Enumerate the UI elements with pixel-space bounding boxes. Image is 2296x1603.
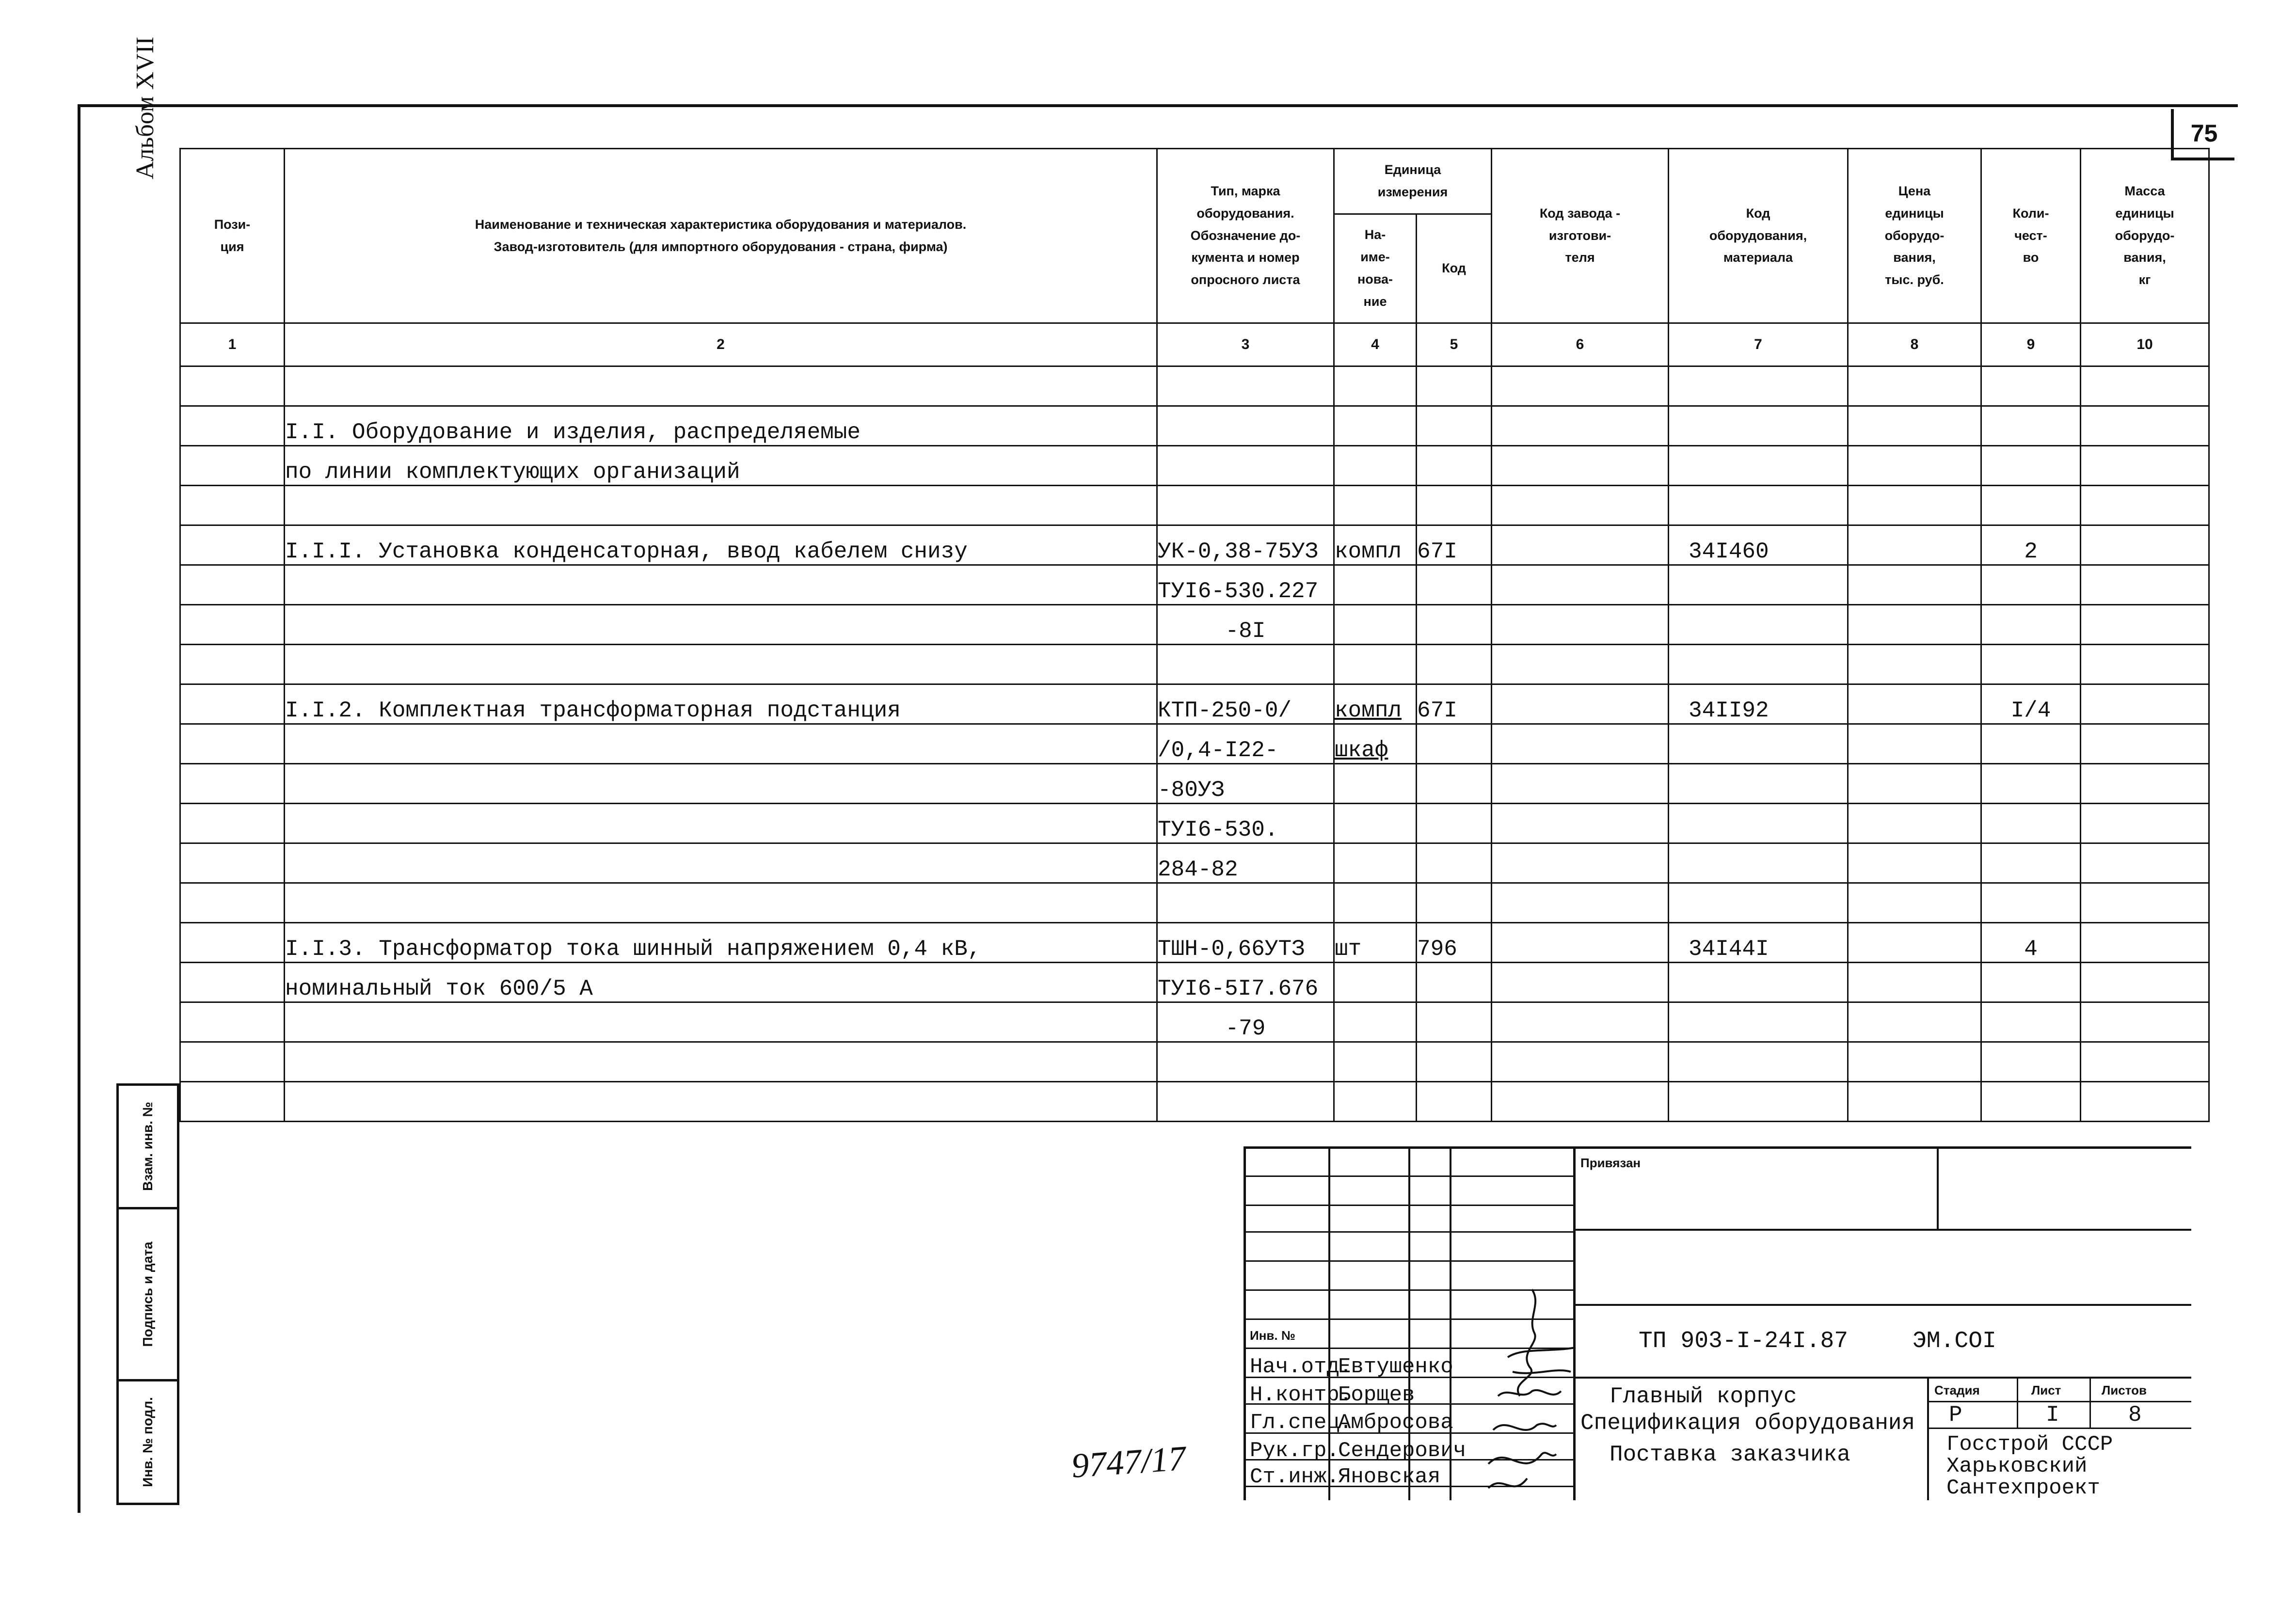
quantity-cell: [1981, 804, 2081, 843]
quantity-cell: [1981, 1002, 2081, 1042]
type-cell: КТП-250-0/: [1157, 684, 1334, 724]
mass-cell: [2081, 525, 2209, 565]
table-row: [180, 883, 2209, 923]
name-cell: [285, 366, 1157, 406]
quantity-cell: [1981, 1082, 2081, 1122]
equipment-code-cell: [1669, 406, 1848, 446]
col-header-equipment-code: Код оборудования, материала: [1669, 149, 1848, 323]
price-cell: [1848, 1042, 1981, 1082]
mass-cell: [2081, 843, 2209, 883]
org-line: Госстрой СССР: [1946, 1432, 2113, 1457]
col-number: 8: [1848, 323, 1981, 366]
quantity-cell: I/4: [1981, 684, 2081, 724]
table-row: [180, 565, 2209, 605]
maker-code-cell: [1492, 486, 1669, 525]
inv-no-label: Инв. №: [1250, 1328, 1295, 1343]
quantity-cell: [1981, 843, 2081, 883]
unit-name-cell: компл: [1334, 684, 1417, 724]
name-cell: [285, 724, 1157, 764]
type-cell: 284-82: [1157, 843, 1334, 883]
maker-code-cell: [1492, 804, 1669, 843]
equipment-code-cell: [1669, 366, 1848, 406]
table-row: [180, 406, 2209, 446]
unit-name-cell: [1334, 446, 1417, 486]
equipment-code-cell: 34II92: [1669, 684, 1848, 724]
unit-name-cell: [1334, 1002, 1417, 1042]
unit-code-cell: [1417, 804, 1492, 843]
mass-cell: [2081, 1002, 2209, 1042]
name-cell: I.I.2. Комплектная трансформаторная подстанция: [285, 684, 1157, 724]
unit-name-cell: [1334, 605, 1417, 645]
table-row: [180, 1002, 2209, 1042]
table-row: [180, 764, 2209, 804]
mass-cell: [2081, 406, 2209, 446]
title-line: Главный корпус: [1610, 1384, 1797, 1409]
equipment-code-cell: [1669, 804, 1848, 843]
title-line: Поставка заказчика: [1610, 1442, 1850, 1467]
name-cell: I.I.3. Трансформатор тока шинный напряжением 0,4 кВ,: [285, 923, 1157, 963]
quantity-cell: [1981, 724, 2081, 764]
album-label: Альбом XVII: [131, 36, 159, 179]
signer-name: Амбросова: [1338, 1411, 1453, 1435]
equipment-code-cell: 34I44I: [1669, 923, 1848, 963]
unit-name-cell: шт: [1334, 923, 1417, 963]
price-cell: [1848, 883, 1981, 923]
price-cell: [1848, 1082, 1981, 1122]
mass-cell: [2081, 645, 2209, 684]
unit-code-cell: [1417, 1082, 1492, 1122]
quantity-cell: [1981, 963, 2081, 1002]
equipment-code-cell: [1669, 963, 1848, 1002]
quantity-cell: [1981, 1042, 2081, 1082]
name-cell: [285, 1042, 1157, 1082]
price-cell: [1848, 764, 1981, 804]
sheets-label: Листов: [2102, 1383, 2147, 1397]
quantity-cell: [1981, 366, 2081, 406]
unit-code-cell: [1417, 565, 1492, 605]
mass-cell: [2081, 684, 2209, 724]
name-cell: [285, 605, 1157, 645]
maker-code-cell: [1492, 565, 1669, 605]
mass-cell: [2081, 923, 2209, 963]
maker-code-cell: [1492, 764, 1669, 804]
type-cell: [1157, 883, 1334, 923]
name-cell: [285, 764, 1157, 804]
table-row: [180, 525, 2209, 565]
name-cell: [285, 843, 1157, 883]
maker-code-cell: [1492, 1002, 1669, 1042]
maker-code-cell: [1492, 684, 1669, 724]
unit-code-cell: [1417, 764, 1492, 804]
equipment-code-cell: [1669, 446, 1848, 486]
unit-name-cell: [1334, 963, 1417, 1002]
maker-code-cell: [1492, 1042, 1669, 1082]
unit-code-cell: 796: [1417, 923, 1492, 963]
price-cell: [1848, 963, 1981, 1002]
price-cell: [1848, 804, 1981, 843]
type-cell: УК-0,38-75УЗ: [1157, 525, 1334, 565]
stage-label: Стадия: [1934, 1383, 1980, 1397]
page-number: 75: [2171, 109, 2234, 160]
price-cell: [1848, 366, 1981, 406]
name-cell: I.I. Оборудование и изделия, распределяемые: [285, 406, 1157, 446]
maker-code-cell: [1492, 843, 1669, 883]
mass-cell: [2081, 366, 2209, 406]
mass-cell: [2081, 1042, 2209, 1082]
stage-value: Р: [1949, 1402, 1962, 1428]
type-cell: [1157, 486, 1334, 525]
col-header-unit-code: Код: [1417, 214, 1492, 323]
unit-name-cell: шкаф: [1334, 724, 1417, 764]
type-cell: [1157, 1042, 1334, 1082]
signer-name: Яновская: [1338, 1465, 1441, 1489]
col-header-price: Цена единицы оборудо- вания, тыс. руб.: [1848, 149, 1981, 323]
signer-role: Рук.гр.: [1250, 1439, 1339, 1463]
type-cell: ТУI6-530.227: [1157, 565, 1334, 605]
position-cell: [180, 684, 285, 724]
equipment-code-cell: [1669, 843, 1848, 883]
quantity-cell: [1981, 645, 2081, 684]
quantity-cell: [1981, 565, 2081, 605]
side-field-replacement-inv: [116, 1083, 179, 1209]
maker-code-cell: [1492, 605, 1669, 645]
price-cell: [1848, 1002, 1981, 1042]
table-row: [180, 843, 2209, 883]
unit-name-cell: [1334, 1042, 1417, 1082]
price-cell: [1848, 724, 1981, 764]
col-header-unit-name: На- име- нова- ние: [1334, 214, 1417, 323]
unit-name-cell: [1334, 804, 1417, 843]
signer-role: Нач.отд.: [1250, 1355, 1353, 1379]
sheet-value: I: [2046, 1402, 2059, 1428]
position-cell: [180, 645, 285, 684]
position-cell: [180, 446, 285, 486]
col-number: 10: [2081, 323, 2209, 366]
mass-cell: [2081, 963, 2209, 1002]
maker-code-cell: [1492, 446, 1669, 486]
type-cell: [1157, 645, 1334, 684]
equipment-code-cell: [1669, 1002, 1848, 1042]
table-row: [180, 486, 2209, 525]
type-cell: [1157, 446, 1334, 486]
price-cell: [1848, 406, 1981, 446]
name-cell: [285, 1002, 1157, 1042]
position-cell: [180, 883, 285, 923]
equipment-code-cell: [1669, 1082, 1848, 1122]
name-cell: [285, 486, 1157, 525]
type-cell: ТУI6-5I7.676: [1157, 963, 1334, 1002]
name-cell: [285, 645, 1157, 684]
quantity-cell: [1981, 605, 2081, 645]
table-row: [180, 724, 2209, 764]
table-row: [180, 963, 2209, 1002]
handwritten-number: 9747/17: [1070, 1438, 1187, 1486]
col-header-mass: Масса единицы оборудо- вания, кг: [2081, 149, 2209, 323]
quantity-cell: [1981, 764, 2081, 804]
sheet-label: Лист: [2031, 1383, 2061, 1397]
doc-code: ТП 903-I-24I.87: [1639, 1328, 1849, 1354]
col-header-position: Пози- ция: [180, 149, 285, 323]
unit-name-cell: [1334, 565, 1417, 605]
maker-code-cell: [1492, 366, 1669, 406]
unit-name-cell: компл: [1334, 525, 1417, 565]
equipment-code-cell: [1669, 605, 1848, 645]
quantity-cell: 4: [1981, 923, 2081, 963]
maker-code-cell: [1492, 963, 1669, 1002]
name-cell: номинальный ток 600/5 А: [285, 963, 1157, 1002]
unit-code-cell: [1417, 446, 1492, 486]
position-cell: [180, 525, 285, 565]
unit-code-cell: [1417, 1002, 1492, 1042]
unit-code-cell: [1417, 605, 1492, 645]
unit-code-cell: 67I: [1417, 525, 1492, 565]
position-cell: [180, 963, 285, 1002]
mass-cell: [2081, 804, 2209, 843]
price-cell: [1848, 525, 1981, 565]
table-row: [180, 605, 2209, 645]
maker-code-cell: [1492, 525, 1669, 565]
equipment-code-cell: [1669, 486, 1848, 525]
col-number: 6: [1492, 323, 1669, 366]
unit-name-cell: [1334, 645, 1417, 684]
price-cell: [1848, 446, 1981, 486]
name-cell: I.I.I. Установка конденсаторная, ввод кабелем снизу: [285, 525, 1157, 565]
quantity-cell: [1981, 883, 2081, 923]
price-cell: [1848, 486, 1981, 525]
table-row: [180, 804, 2209, 843]
type-cell: -79: [1157, 1002, 1334, 1042]
col-number: 5: [1417, 323, 1492, 366]
col-header-type: Тип, марка оборудования. Обозначение до- кумента и номер опросного листа: [1157, 149, 1334, 323]
equipment-code-cell: [1669, 1042, 1848, 1082]
unit-name-cell: [1334, 764, 1417, 804]
equipment-code-cell: [1669, 565, 1848, 605]
mass-cell: [2081, 883, 2209, 923]
type-cell: [1157, 366, 1334, 406]
unit-code-cell: [1417, 843, 1492, 883]
unit-name-cell: [1334, 486, 1417, 525]
equipment-code-cell: [1669, 645, 1848, 684]
table-row: [180, 1082, 2209, 1122]
table-row: [180, 1042, 2209, 1082]
position-cell: [180, 1082, 285, 1122]
mass-cell: [2081, 565, 2209, 605]
price-cell: [1848, 843, 1981, 883]
side-field-original-inv: [116, 1379, 179, 1505]
unit-code-cell: [1417, 1042, 1492, 1082]
sheets-value: 8: [2128, 1402, 2142, 1428]
unit-code-cell: 67I: [1417, 684, 1492, 724]
col-header-unit-group: Единица измерения: [1334, 149, 1492, 214]
unit-name-cell: [1334, 883, 1417, 923]
name-cell: по линии комплектующих организаций: [285, 446, 1157, 486]
position-cell: [180, 366, 285, 406]
signer-name: Евтушенко: [1338, 1355, 1453, 1379]
title-block: [1244, 1146, 2191, 1500]
col-number: 7: [1669, 323, 1848, 366]
position-cell: [180, 804, 285, 843]
type-cell: [1157, 406, 1334, 446]
type-cell: [1157, 1082, 1334, 1122]
col-number: 4: [1334, 323, 1417, 366]
type-cell: -80УЗ: [1157, 764, 1334, 804]
maker-code-cell: [1492, 406, 1669, 446]
equipment-code-cell: [1669, 764, 1848, 804]
maker-code-cell: [1492, 645, 1669, 684]
unit-name-cell: [1334, 843, 1417, 883]
maker-code-cell: [1492, 923, 1669, 963]
table-row: [180, 645, 2209, 684]
unit-code-cell: [1417, 963, 1492, 1002]
quantity-cell: [1981, 486, 2081, 525]
position-cell: [180, 406, 285, 446]
type-cell: ТШН-0,66УТЗ: [1157, 923, 1334, 963]
unit-name-cell: [1334, 406, 1417, 446]
position-cell: [180, 486, 285, 525]
unit-code-cell: [1417, 883, 1492, 923]
unit-name-cell: [1334, 1082, 1417, 1122]
price-cell: [1848, 684, 1981, 724]
signature-scribbles: [1440, 1285, 1595, 1508]
maker-code-cell: [1492, 724, 1669, 764]
maker-code-cell: [1492, 1082, 1669, 1122]
position-cell: [180, 605, 285, 645]
price-cell: [1848, 605, 1981, 645]
signer-role: Ст.инж.: [1250, 1465, 1339, 1489]
price-cell: [1848, 565, 1981, 605]
equipment-code-cell: 34I460: [1669, 525, 1848, 565]
side-field-signature-date: [116, 1207, 179, 1381]
position-cell: [180, 565, 285, 605]
equipment-code-cell: [1669, 724, 1848, 764]
quantity-cell: 2: [1981, 525, 2081, 565]
signer-role: Н.контр.: [1250, 1383, 1353, 1407]
position-cell: [180, 843, 285, 883]
name-cell: [285, 1082, 1157, 1122]
mass-cell: [2081, 446, 2209, 486]
specification-table: [179, 148, 2210, 1122]
mass-cell: [2081, 486, 2209, 525]
privyazan-label: Привязан: [1580, 1156, 1641, 1170]
position-cell: [180, 923, 285, 963]
table-row: [180, 684, 2209, 724]
col-header-name: Наименование и техническая характеристика оборудования и материалов. Завод-изготовитель (для импортного оборудования - страна, фирма): [285, 149, 1157, 323]
quantity-cell: [1981, 446, 2081, 486]
table-row: [180, 923, 2209, 963]
position-cell: [180, 724, 285, 764]
type-cell: ТУI6-530.: [1157, 804, 1334, 843]
unit-code-cell: [1417, 486, 1492, 525]
name-cell: [285, 883, 1157, 923]
col-number: 1: [180, 323, 285, 366]
mass-cell: [2081, 764, 2209, 804]
position-cell: [180, 1042, 285, 1082]
type-cell: /0,4-I22-: [1157, 724, 1334, 764]
sheet-code: ЭМ.СОI: [1913, 1328, 1996, 1354]
quantity-cell: [1981, 406, 2081, 446]
unit-code-cell: [1417, 406, 1492, 446]
maker-code-cell: [1492, 883, 1669, 923]
price-cell: [1848, 645, 1981, 684]
org-line: Сантехпроект: [1946, 1476, 2100, 1500]
unit-code-cell: [1417, 366, 1492, 406]
col-header-quantity: Коли- чест- во: [1981, 149, 2081, 323]
col-header-maker-code: Код завода - изготови- теля: [1492, 149, 1669, 323]
side-label: Взам. инв. №: [140, 1102, 155, 1191]
title-line: Спецификация оборудования: [1580, 1411, 1915, 1436]
table-row: [180, 446, 2209, 486]
position-cell: [180, 764, 285, 804]
equipment-code-cell: [1669, 883, 1848, 923]
org-line: Харьковский: [1946, 1454, 2088, 1478]
unit-name-cell: [1334, 366, 1417, 406]
type-cell: -8I: [1157, 605, 1334, 645]
name-cell: [285, 565, 1157, 605]
table-row: [180, 366, 2209, 406]
signer-name: Сендерович: [1338, 1439, 1467, 1463]
column-number-row: [180, 323, 2209, 366]
mass-cell: [2081, 724, 2209, 764]
side-label: Подпись и дата: [140, 1241, 155, 1347]
col-number: 3: [1157, 323, 1334, 366]
signer-role: Гл.спец.: [1250, 1411, 1353, 1435]
unit-code-cell: [1417, 724, 1492, 764]
col-number: 9: [1981, 323, 2081, 366]
signer-name: Борщев: [1338, 1383, 1415, 1407]
unit-code-cell: [1417, 645, 1492, 684]
mass-cell: [2081, 605, 2209, 645]
name-cell: [285, 804, 1157, 843]
side-label: Инв. № подл.: [140, 1397, 155, 1487]
price-cell: [1848, 923, 1981, 963]
mass-cell: [2081, 1082, 2209, 1122]
col-number: 2: [285, 323, 1157, 366]
position-cell: [180, 1002, 285, 1042]
